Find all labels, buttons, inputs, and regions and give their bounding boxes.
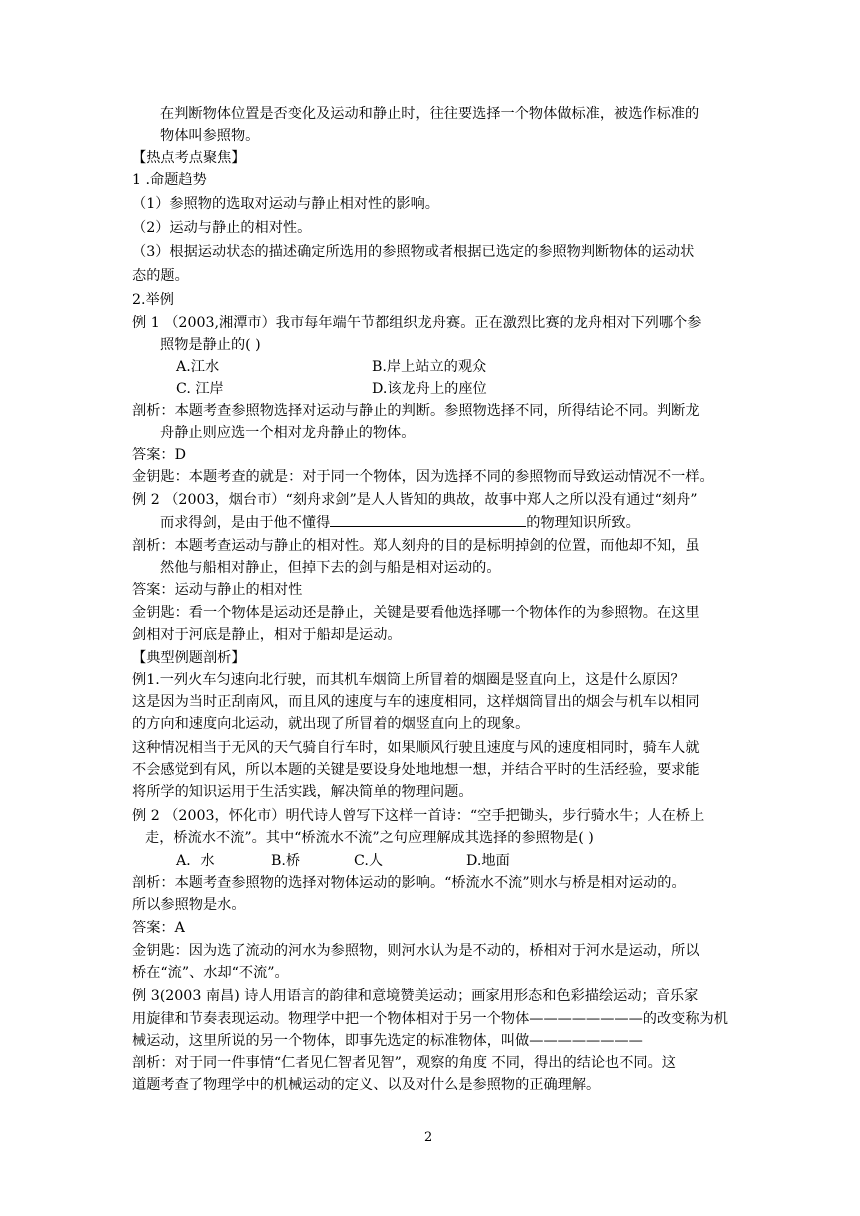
example-3-option-a: A．水 [176,853,215,869]
example-3-key-line-2: 桥在“流”、水却“不流”。 [132,965,289,981]
example-2-question-text-before-blank: 而求得剑，是由于他不懂得 [160,515,331,531]
example-2-analysis-line-1: 剖析：本题考查运动与静止的相对性。郑人刻舟的目的是标明掉剑的位置，而他却不知，虽 [132,538,700,554]
typical-line-2: 这是因为当时正刮南风，而且风的速度与车的速度相同，这样烟筒冒出的烟会与机车以相同 [132,694,700,710]
trend-point-2: （2）运动与静止的相对性。 [132,220,312,236]
typical-line-5: 不会感觉到有风，所以本题的关键是要设身处地地想一想，并结合平时的生活经验，要求能 [132,762,700,778]
example-4-question-line-2: 用旋律和节奏表现运动。物理学中把一个物体相对于另一个物体————————的改变称为机 [132,1011,728,1027]
section-heading-typical: 【典型例题剖析】 [132,650,246,666]
intro-line-2: 物体叫参照物。 [160,128,260,144]
answer-blank [330,512,526,527]
example-1-question-line-2: 照物是静止的( ) [160,337,261,353]
trend-heading: 1 .命题趋势 [132,172,207,188]
typical-line-3: 的方向和速度向北运动，就出现了所冒着的烟竖直向上的现象。 [132,716,530,732]
example-2-key-line-2: 剑相对于河底是静止，相对于船却是运动。 [132,627,402,643]
example-1-option-c: C. 江岸 [176,381,224,397]
example-1-option-d: D.该龙舟上的座位 [372,381,487,397]
section-heading-hot: 【热点考点聚焦】 [132,150,246,166]
example-1-analysis-line-2: 舟静止则应选一个相对龙舟静止的物体。 [160,425,416,441]
example-4-analysis-line-2: 道题考查了物理学中的机械运动的定义、以及对什么是参照物的正确理解。 [132,1077,601,1093]
example-2-key-line-1: 金钥匙：看一个物体是运动还是静止，关键是要看他选择哪一个物体作的为参照物。在这里 [132,605,700,621]
trend-point-3-line-2: 态的题。 [132,268,189,284]
typical-line-4: 这种情况相当于无风的天气骑自行车时，如果顺风行驶且速度与风的速度相同时，骑车人就 [132,740,700,756]
typical-line-6: 将所学的知识运用于生活实践，解决简单的物理问题。 [132,784,473,800]
example-4-question-line-1: 例 3(2003 南昌) 诗人用语言的韵律和意境赞美运动；画家用形态和色彩描绘运动；音乐家 [132,988,699,1004]
example-1-analysis-line-1: 剖析：本题考查参照物选择对运动与静止的判断。参照物选择不同，所得结论不同。判断龙 [132,403,700,419]
example-2-question-line-2 [160,512,640,533]
example-3-analysis-line-1: 剖析：本题考查参照物的选择对物体运动的影响。“桥流水不流”则水与桥是相对运动的。 [132,875,686,891]
example-3-question-line-1: 例 2 （2003，怀化市）明代诗人曾写下这样一首诗：“空手把锄头，步行骑水牛；人在桥上 [132,808,705,824]
example-2-answer: 答案：运动与静止的相对性 [132,582,303,598]
example-3-analysis-line-2: 所以参照物是水。 [132,897,246,913]
trend-point-1: （1）参照物的选取对运动与静止相对性的影响。 [132,196,439,212]
trend-point-3-line-1: （3）根据运动状态的描述确定所选用的参照物或者根据已选定的参照物判断物体的运动状 [132,244,695,260]
page-number: 2 [424,1130,433,1145]
typical-line-1: 例1.一列火车匀速向北行驶，而其机车烟筒上所冒着的烟圈是竖直向上，这是什么原因？ [132,672,685,688]
example-3-key-line-1: 金钥匙：因为选了流动的河水为参照物，则河水认为是不动的，桥相对于河水是运动，所以 [132,943,700,959]
example-1-option-b: B.岸上站立的观众 [372,359,487,375]
example-1-question-line-1: 例 1 （2003,湘潭市）我市每年端午节都组织龙舟赛。正在激烈比赛的龙舟相对下列哪个参 [132,315,702,331]
example-3-option-d: D.地面 [466,853,510,869]
example-1-option-a: A.江水 [176,359,220,375]
example-2-question-line-1: 例 2 （2003，烟台市）“刻舟求剑”是人人皆知的典故，故事中郑人之所以没有通过“刻舟” [132,492,698,508]
example-3-option-c: C.人 [354,853,384,869]
example-2-question-text-after-blank: 的物理知识所致。 [526,515,640,531]
example-3-option-b: B.桥 [271,853,301,869]
example-2-analysis-line-2: 然他与船相对静止，但掉下去的剑与船是相对运动的。 [160,560,501,576]
example-1-answer: 答案：D [132,447,186,463]
intro-line-1: 在判断物体位置是否变化及运动和静止时，往往要选择一个物体做标准，被选作标准的 [160,106,700,122]
example-3-answer: 答案：A [132,920,185,936]
example-1-key-note: 金钥匙：本题考查的就是：对于同一个物体，因为选择不同的参照物而导致运动情况不一样。 [132,469,714,485]
example-4-analysis-line-1: 剖析：对于同一件事情“仁者见仁智者见智”，观察的角度 不同，得出的结论也不同。这 [132,1055,676,1071]
examples-heading: 2.举例 [132,292,174,308]
example-4-question-line-3: 械运动，这里所说的另一个物体，即事先选定的标准物体，叫做———————— [132,1033,643,1049]
example-3-question-line-2: 走，桥流水不流”。其中“桥流水不流”之句应理解成其选择的参照物是( ) [145,830,594,846]
